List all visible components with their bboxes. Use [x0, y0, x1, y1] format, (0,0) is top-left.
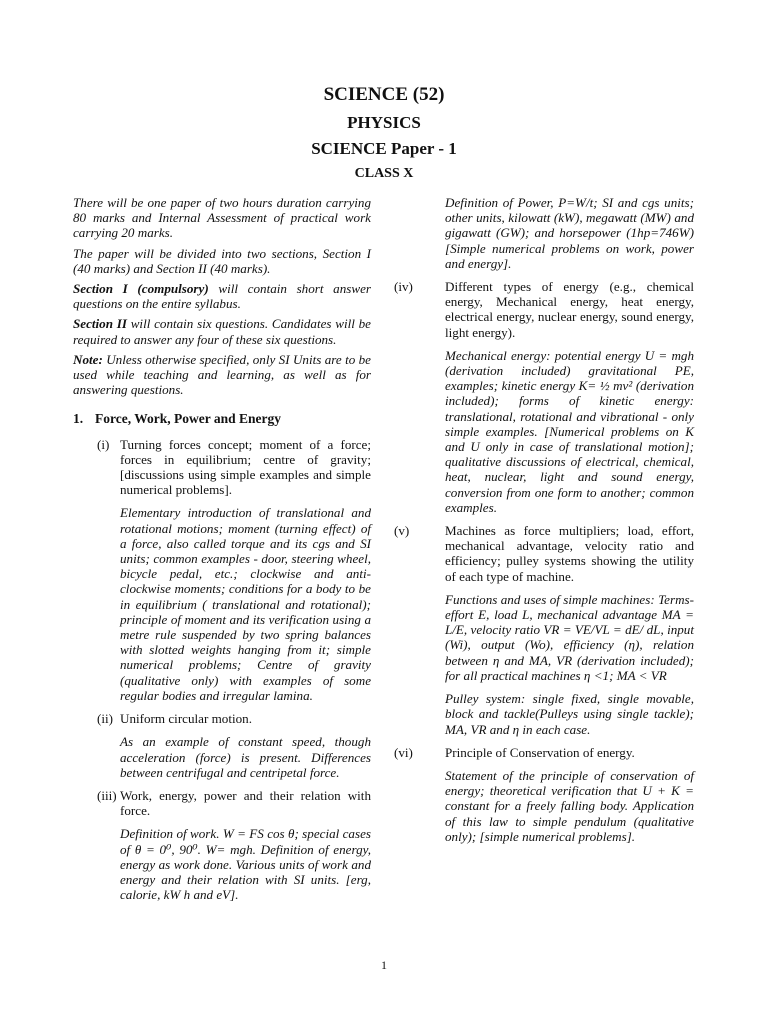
section-one-desc: will contain short answer questions on the entire syllabus.	[73, 281, 371, 312]
section-number: 1.	[73, 411, 84, 427]
item-note: Statement of the principle of conservation of energy; theoretical verification that U + K = constant for a freely falling body. Application of this law to simple pendulum (qualitative only); [simple numerical problems].	[445, 767, 694, 844]
section-two-label: Section II	[73, 316, 127, 332]
list-item-iii	[73, 788, 371, 818]
item-note: Elementary introduction of translational and rotational motions; moment (turning effect) of a force, also called torque and its cgs and SI units; common examples - door, steering wheel, bicycle pedal, etc.; clockwise and anti-clockwise moments; conditions for a body to be in equilibrium ( translational and rotational); principle of moment and its verification using a metre rule suspended by two spring balances with slotted weights hanging from it; simple numerical problems; Centre of gravity (qualitative only) with examples of some regular bodies and irregular lamina.	[120, 505, 371, 703]
item-number: (ii)	[97, 711, 113, 727]
page-number: 1	[381, 958, 387, 972]
section-title: Force, Work, Power and Energy	[95, 411, 281, 427]
intro-paragraph-section-one	[73, 281, 371, 311]
item-number: (v)	[394, 523, 410, 539]
item-text: Principle of Conservation of energy.	[445, 744, 635, 760]
item-note: Functions and uses of simple machines: Terms- effort E, load L, mechanical advantage MA = L/E, velocity ratio VR = VE/VL = dE/ dL, input (Wi), output (Wo), efficiency (η), relation between η and MA, VR (derivation included); for all practical machines η <1; MA < VR	[445, 591, 694, 683]
intro-paragraph-note	[73, 352, 371, 398]
item-note: Pulley system: single fixed, single movable, block and tackle(Pulleys using single tackle); MA, VR and η in each case.	[445, 691, 694, 737]
list-item-v	[394, 523, 694, 584]
note-label: Note:	[73, 351, 103, 367]
section-two-desc: will contain six questions. Candidates will be required to answer any four of these six questions.	[73, 316, 371, 347]
intro-paragraph-sections: The paper will be divided into two sections, Section I (40 marks) and Section II (40 marks).	[73, 245, 371, 276]
item-text: Turning forces concept; moment of a force; forces in equilibrium; centre of gravity; [discussions using simple examples and simple numerical problems].	[120, 436, 371, 498]
list-item-i	[73, 437, 371, 498]
item-number: (iv)	[394, 279, 413, 295]
list-item-iv	[394, 279, 694, 340]
item-text: Different types of energy (e.g., chemical energy, Mechanical energy, heat energy, electrical energy, nuclear energy, sound energy, light energy).	[445, 279, 694, 340]
item-text: Work, energy, power and their relation with force.	[120, 787, 371, 819]
intro-paragraph-duration: There will be one paper of two hours duration carrying 80 marks and Internal Assessment of practical work carrying 20 marks.	[73, 195, 371, 241]
item-note: Definition of work. W = FS cos θ; special cases of θ = 0⁰, 90⁰. W= mgh. Definition of energy, energy as work done. Various units of work and energy and their relation with SI units. [erg, calorie, kW h and eV].	[120, 826, 371, 903]
item-note: Mechanical energy: potential energy U = mgh (derivation included) gravitational PE, examples; kinetic energy K= ½ mv² (derivation included); forms of kinetic energy: translational, rotational and vibrational - only simple examples. [Numerical problems on K and U only in case of translational motion]; qualitative discussions of electrical, chemical, heat, nuclear, light and sound energy, conversion from one form to another; common examples.	[445, 347, 694, 515]
section-heading	[73, 411, 371, 426]
item-number: (vi)	[394, 744, 413, 760]
item-note: As an example of constant speed, though acceleration (force) is present. Differences between centrifugal and centripetal force.	[120, 734, 371, 780]
item-note-continued: Definition of Power, P=W/t; SI and cgs units; other units, kilowatt (kW), megawatt (MW) and gigawatt (GW); and horsepower (1hp=746W) [Simple numerical problems on work, power and energy].	[445, 195, 694, 271]
item-text: Uniform circular motion.	[120, 711, 252, 727]
item-number: (i)	[97, 436, 110, 452]
item-text: Machines as force multipliers; load, effort, mechanical advantage, velocity ratio and efficiency; pulley systems showing the utility of each type of machine.	[445, 523, 694, 584]
section-one-label: Section I (compulsory)	[73, 281, 209, 297]
list-item-vi	[394, 744, 694, 760]
intro-paragraph-section-two	[73, 316, 371, 346]
subject-heading: PHYSICS	[347, 113, 421, 132]
item-number: (iii)	[97, 787, 117, 803]
class-heading: CLASS X	[354, 166, 414, 181]
paper-heading: SCIENCE Paper - 1	[311, 139, 457, 158]
right-column	[394, 195, 694, 852]
list-item-ii	[73, 711, 371, 726]
note-text: Unless otherwise specified, only SI Units are to be used while teaching and learning, as well as for answering questions.	[73, 351, 371, 398]
left-column	[73, 195, 371, 910]
document-title: SCIENCE (52)	[323, 84, 445, 105]
